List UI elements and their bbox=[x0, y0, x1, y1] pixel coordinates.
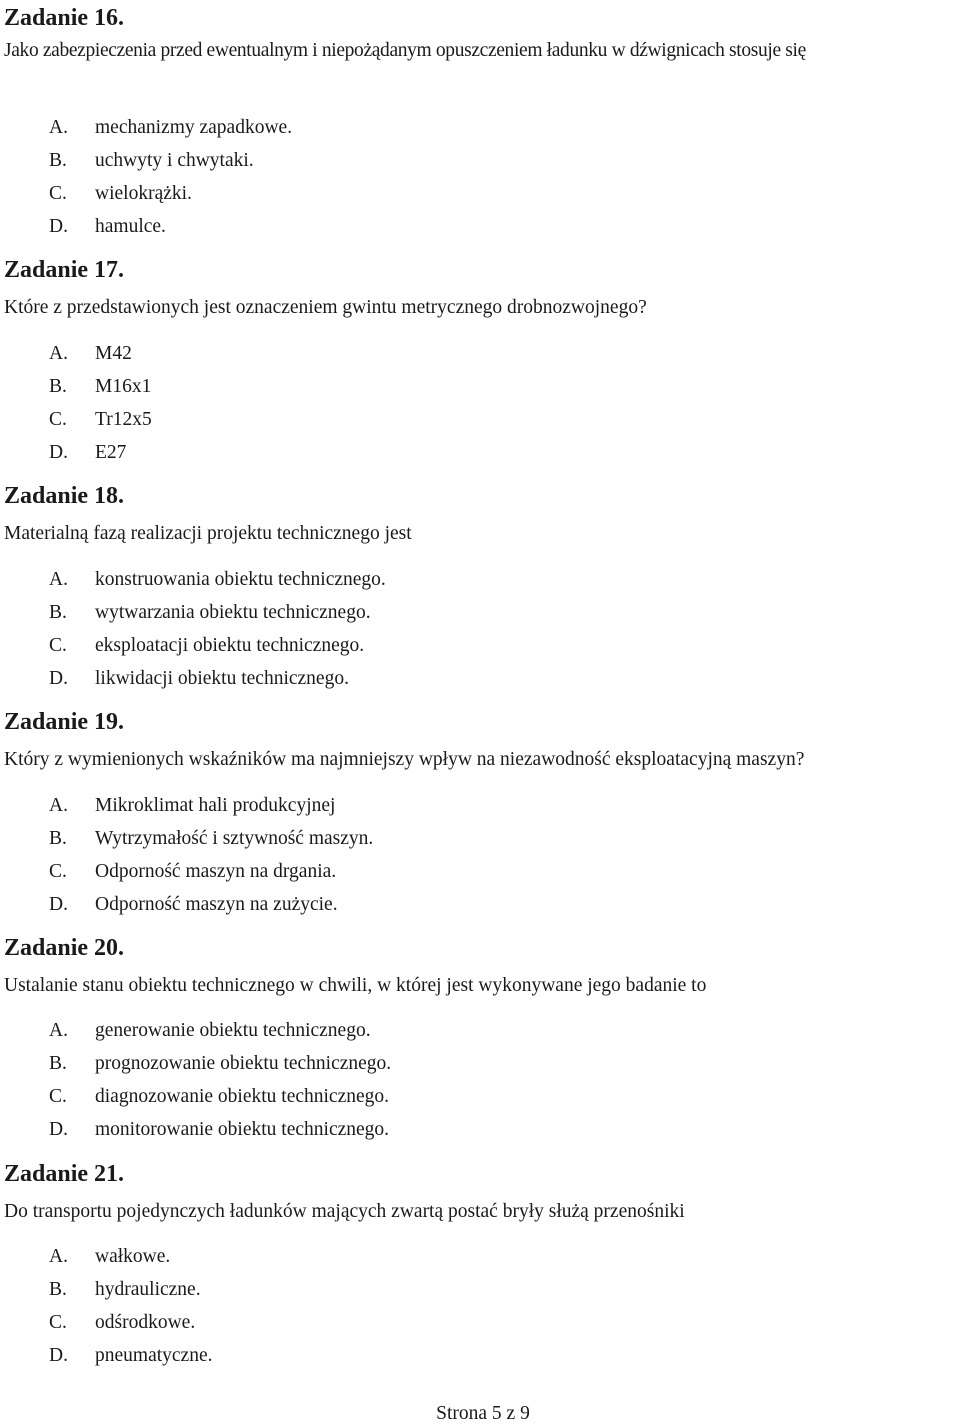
task-19-options bbox=[49, 789, 373, 921]
option-text: likwidacji obiektu technicznego. bbox=[95, 668, 349, 689]
option-letter: A. bbox=[49, 343, 68, 364]
task-19-question: Który z wymienionych wskaźników ma najmniejszy wpływ na niezawodność eksploatacyjną maszyn? bbox=[4, 749, 805, 770]
task-18-option-d bbox=[49, 662, 386, 695]
option-text: uchwyty i chwytaki. bbox=[95, 150, 254, 171]
option-letter: A. bbox=[49, 795, 68, 816]
task-21-question: Do transportu pojedynczych ładunków mających zwartą postać bryły służą przenośniki bbox=[4, 1201, 685, 1222]
option-letter: D. bbox=[49, 894, 68, 915]
option-text: pneumatyczne. bbox=[95, 1345, 213, 1366]
option-text: Wytrzymałość i sztywność maszyn. bbox=[95, 828, 374, 849]
task-20-option-b bbox=[49, 1047, 391, 1080]
option-text: generowanie obiektu technicznego. bbox=[95, 1020, 371, 1041]
task-21-option-c bbox=[49, 1306, 213, 1339]
option-text: wytwarzania obiektu technicznego. bbox=[95, 602, 371, 623]
option-text: Mikroklimat hali produkcyjnej bbox=[95, 795, 336, 816]
page-number: Strona 5 z 9 bbox=[436, 1403, 530, 1424]
option-letter: C. bbox=[49, 183, 67, 204]
task-17-question: Które z przedstawionych jest oznaczeniem gwintu metrycznego drobnozwojnego? bbox=[4, 297, 647, 318]
task-20-option-c bbox=[49, 1080, 391, 1113]
task-16-option-a bbox=[49, 111, 292, 144]
option-text: M42 bbox=[95, 343, 132, 364]
option-text: eksploatacji obiektu technicznego. bbox=[95, 635, 365, 656]
task-16-option-b bbox=[49, 144, 292, 177]
option-text: M16x1 bbox=[95, 376, 152, 397]
task-18-question: Materialną fazą realizacji projektu technicznego jest bbox=[4, 523, 412, 544]
task-20-option-d bbox=[49, 1113, 391, 1146]
task-18-option-b bbox=[49, 596, 386, 629]
option-letter: D. bbox=[49, 216, 68, 237]
task-19-option-c bbox=[49, 855, 373, 888]
option-text: mechanizmy zapadkowe. bbox=[95, 117, 293, 138]
task-17-option-b bbox=[49, 370, 152, 403]
option-letter: D. bbox=[49, 668, 68, 689]
option-letter: A. bbox=[49, 569, 68, 590]
option-text: hydrauliczne. bbox=[95, 1279, 201, 1300]
task-16-options bbox=[49, 111, 292, 243]
task-17-option-c bbox=[49, 403, 152, 436]
option-letter: C. bbox=[49, 861, 67, 882]
task-21-option-b bbox=[49, 1273, 213, 1306]
option-text: odśrodkowe. bbox=[95, 1312, 196, 1333]
task-19-option-b bbox=[49, 822, 373, 855]
task-20-options bbox=[49, 1014, 391, 1146]
option-letter: A. bbox=[49, 1246, 68, 1267]
task-18-option-a bbox=[49, 563, 386, 596]
option-letter: C. bbox=[49, 409, 67, 430]
option-text: hamulce. bbox=[95, 216, 166, 237]
task-16-option-c bbox=[49, 177, 292, 210]
option-text: wielokrążki. bbox=[95, 183, 192, 204]
option-text: wałkowe. bbox=[95, 1246, 171, 1267]
option-letter: B. bbox=[49, 1279, 67, 1300]
option-text: Odporność maszyn na zużycie. bbox=[95, 894, 338, 915]
option-text: prognozowanie obiektu technicznego. bbox=[95, 1053, 392, 1074]
option-text: diagnozowanie obiektu technicznego. bbox=[95, 1086, 390, 1107]
task-21-options bbox=[49, 1240, 213, 1372]
task-20-option-a bbox=[49, 1014, 391, 1047]
task-18-heading: Zadanie 18. bbox=[4, 483, 125, 509]
task-16-question: Jako zabezpieczenia przed ewentualnym i niepożądanym opuszczeniem ładunku w dźwignicach stosuje się bbox=[4, 40, 806, 61]
task-16-option-d bbox=[49, 210, 292, 243]
option-letter: D. bbox=[49, 1119, 68, 1140]
option-letter: B. bbox=[49, 602, 67, 623]
option-letter: D. bbox=[49, 1345, 68, 1366]
task-17-options bbox=[49, 337, 152, 469]
task-21-option-a bbox=[49, 1240, 213, 1273]
option-letter: C. bbox=[49, 1312, 67, 1333]
option-letter: B. bbox=[49, 828, 67, 849]
task-17-heading: Zadanie 17. bbox=[4, 257, 125, 283]
option-text: konstruowania obiektu technicznego. bbox=[95, 569, 386, 590]
option-letter: B. bbox=[49, 376, 67, 397]
option-letter: A. bbox=[49, 1020, 68, 1041]
option-text: E27 bbox=[95, 442, 127, 463]
task-16-heading: Zadanie 16. bbox=[4, 5, 125, 31]
task-20-question: Ustalanie stanu obiektu technicznego w chwili, w której jest wykonywane jego badanie to bbox=[4, 975, 707, 996]
task-18-options bbox=[49, 563, 386, 695]
option-text: monitorowanie obiektu technicznego. bbox=[95, 1119, 390, 1140]
option-letter: B. bbox=[49, 1053, 67, 1074]
option-text: Tr12x5 bbox=[95, 409, 152, 430]
option-letter: B. bbox=[49, 150, 67, 171]
option-letter: D. bbox=[49, 442, 68, 463]
task-21-heading: Zadanie 21. bbox=[4, 1161, 125, 1187]
task-21-option-d bbox=[49, 1339, 213, 1372]
task-19-option-a bbox=[49, 789, 373, 822]
task-17-option-a bbox=[49, 337, 152, 370]
task-19-heading: Zadanie 19. bbox=[4, 709, 125, 735]
option-text: Odporność maszyn na drgania. bbox=[95, 861, 337, 882]
option-letter: C. bbox=[49, 1086, 67, 1107]
option-letter: A. bbox=[49, 117, 68, 138]
task-17-option-d bbox=[49, 436, 152, 469]
task-20-heading: Zadanie 20. bbox=[4, 935, 125, 961]
task-19-option-d bbox=[49, 888, 373, 921]
task-18-option-c bbox=[49, 629, 386, 662]
option-letter: C. bbox=[49, 635, 67, 656]
